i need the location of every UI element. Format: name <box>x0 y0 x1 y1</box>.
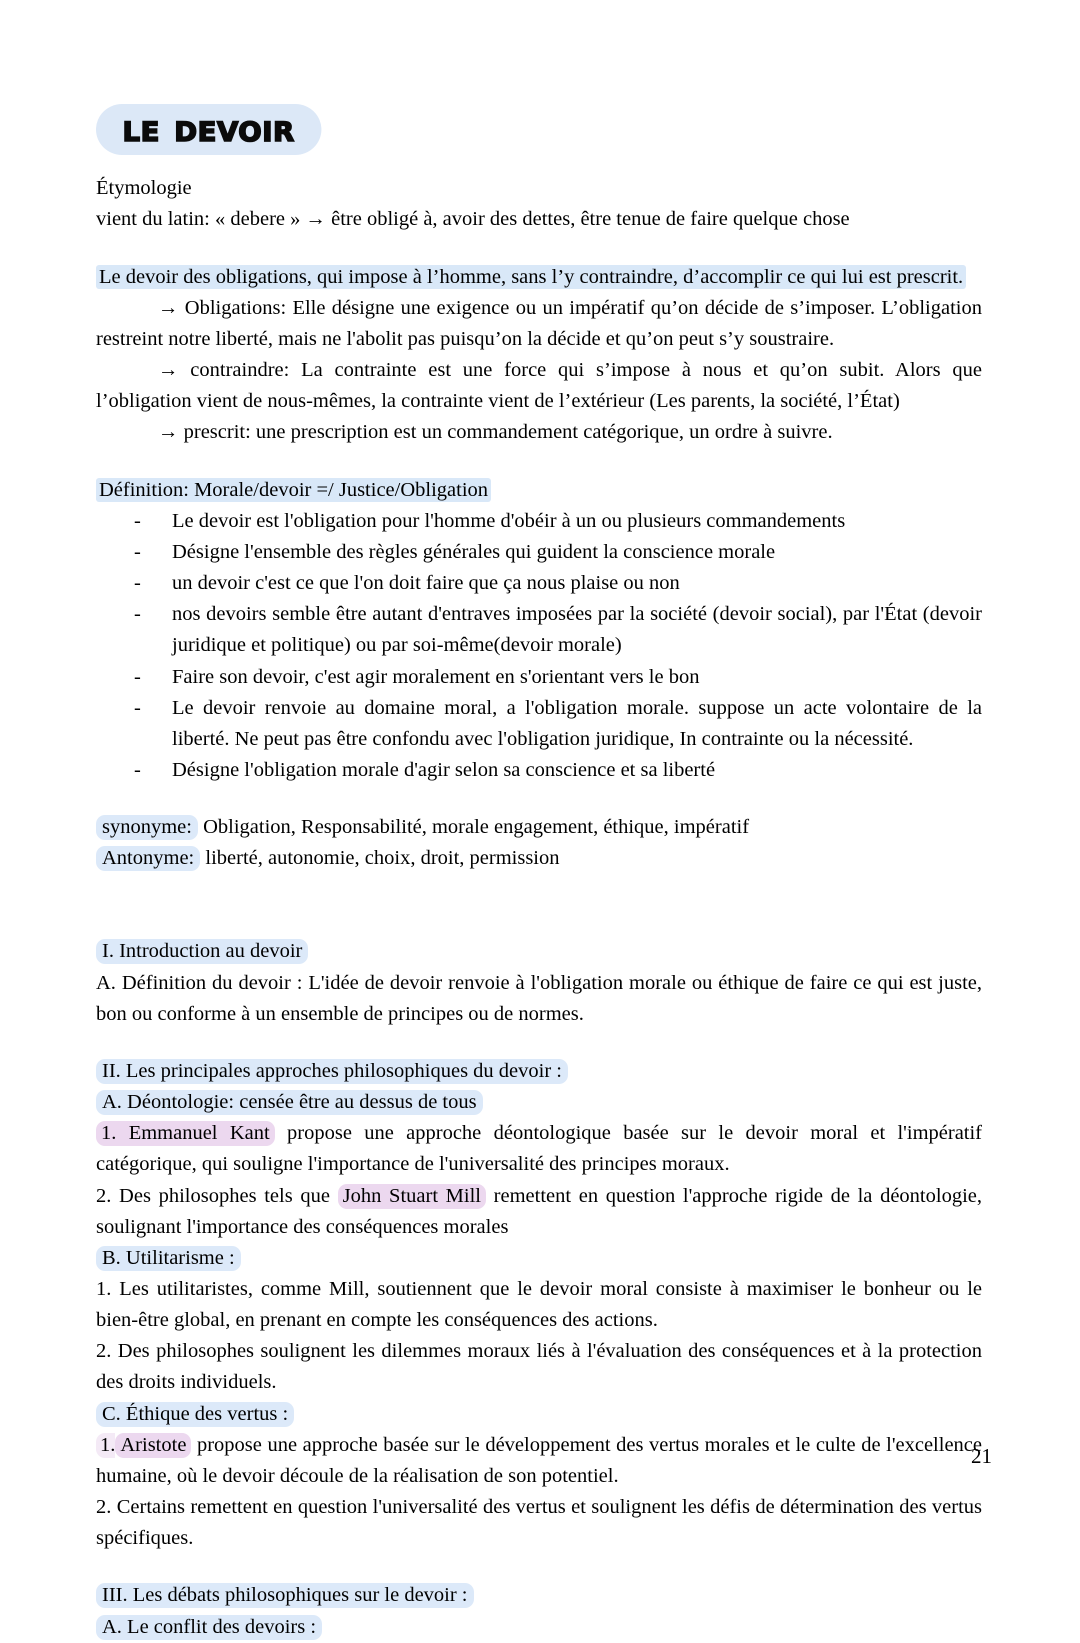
section-two-b-item1: 1. Les utilitaristes, comme Mill, soutiennent que le devoir moral consiste à maximiser le bonheur ou le bien-être global, en prenant en compte les conséquences des actions. <box>96 1278 982 1332</box>
definition-heading: Définition: Morale/devoir =/ Justice/Obligation <box>96 478 491 502</box>
section-two-sub-a-paragraph <box>96 1087 982 1118</box>
list-item <box>96 599 982 661</box>
synonym-label: synonyme: <box>96 815 198 840</box>
highlighted-statement: Le devoir des obligations, qui impose à l’homme, sans l’y contraindre, d’accomplir ce qui lui est prescrit. <box>96 265 966 289</box>
section-one-heading: I. Introduction au devoir <box>96 939 308 964</box>
page-title: le devoir <box>96 104 321 155</box>
arrow-obligations: → Obligations: Elle désigne une exigence ou un impératif qu’on décide de s’imposer. L’obligation restreint notre liberté, mais ne l'abolit pas puisqu’on la décide et qu’on peut s’y soustraire. <box>96 296 982 350</box>
synonym-line <box>96 812 982 843</box>
synonym-values: Obligation, Responsabilité, morale engagement, éthique, impératif <box>197 816 750 839</box>
list-item-text: Désigne l'obligation morale d'agir selon sa conscience et sa liberté <box>172 758 716 781</box>
etymology-line: vient du latin: « debere » → être obligé à, avoir des dettes, être tenue de faire quelque chose <box>96 208 850 231</box>
list-item <box>96 506 982 537</box>
list-item <box>96 568 982 599</box>
section-two-c-item1 <box>96 1430 982 1492</box>
section-three-sub-a-paragraph <box>96 1612 982 1643</box>
list-item <box>96 755 982 786</box>
arrow-contraindre: → contraindre: La contrainte est une force qui s’impose à nous et qu’on subit. Alors que l’obligation vient de nous-mêmes, la contrainte vient de l’extérieur (Les parents, la société, l’État) <box>96 359 982 413</box>
document-content <box>96 104 982 1643</box>
section-one-heading-paragraph <box>96 936 982 967</box>
section-three-heading: III. Les débats philosophiques sur le devoir : <box>96 1583 474 1608</box>
antonym-values: liberté, autonomie, choix, droit, permission <box>200 847 560 870</box>
list-item-text: Le devoir est l'obligation pour l'homme d'obéir à un ou plusieurs commandements <box>172 509 846 532</box>
list-item <box>96 537 982 568</box>
list-item-text: Le devoir renvoie au domaine moral, a l'obligation morale. suppose un acte volontaire de la liberté. Ne peut pas être confondu avec l'obligation juridique, In contrainte ou la nécessité. <box>172 696 982 750</box>
spacer <box>96 786 982 812</box>
section-two-sub-c-paragraph <box>96 1399 982 1430</box>
aristote-highlight: Aristote <box>115 1433 191 1458</box>
section-three-heading-paragraph <box>96 1580 982 1611</box>
antonym-line <box>96 843 982 874</box>
section-two-c-item2: 2. Certains remettent en question l'universalité des vertus et soulignent les défis de détermination des vertus spécifiques. <box>96 1496 982 1550</box>
section-two-c-item1-number: 1. <box>96 1433 115 1458</box>
page-number: 21 <box>971 1444 992 1468</box>
section-two-a-item2-rest: remettent en question l'approche rigide de la déontologie, soulignant l'importance des conséquences morales <box>96 1184 982 1238</box>
section-one-body: A. Définition du devoir : L'idée de devoir renvoie à l'obligation morale ou éthique de faire ce qui est juste, bon ou conforme à un ensemble de principes ou de normes. <box>96 971 982 1025</box>
section-two-a-item2-pre: 2. Des philosophes tels que <box>96 1184 338 1207</box>
section-two-heading-paragraph <box>96 1056 982 1087</box>
list-item-text: un devoir c'est ce que l'on doit faire que ça nous plaise ou non <box>172 572 680 595</box>
etymology-heading: Étymologie <box>96 177 192 200</box>
list-item-text: Désigne l'ensemble des règles générales qui guident la conscience morale <box>172 540 776 563</box>
section-two-sub-c-heading: C. Éthique des vertus : <box>96 1402 294 1427</box>
page-title-container <box>96 104 982 155</box>
dash-marker: - <box>134 540 141 563</box>
section-two-a-item1-rest: propose une approche déontologique basée sur le devoir moral et l'impératif catégorique, qui souligne l'importance de l'universalité des principes moraux. <box>96 1122 983 1176</box>
section-two-sub-b-paragraph <box>96 1243 982 1274</box>
dash-marker: - <box>134 758 141 781</box>
highlighted-statement-paragraph <box>96 262 982 293</box>
dash-marker: - <box>134 509 141 532</box>
section-two-heading: II. Les principales approches philosophiques du devoir : <box>96 1059 568 1084</box>
spacer <box>96 874 982 936</box>
kant-highlight: 1. Emmanuel Kant <box>96 1121 275 1146</box>
dash-marker: - <box>134 572 141 595</box>
dash-marker: - <box>134 603 141 626</box>
arrow-prescrit: → prescrit: une prescription est un commandement catégorique, un ordre à suivre. <box>158 421 833 444</box>
spacer <box>96 1030 982 1056</box>
section-two-a-item2 <box>96 1181 982 1243</box>
mill-highlight: John Stuart Mill <box>338 1184 486 1209</box>
section-three-sub-a-heading: A. Le conflit des devoirs : <box>96 1615 322 1640</box>
spacer <box>96 1554 982 1580</box>
section-two-b-item2: 2. Des philosophes soulignent les dilemmes moraux liés à l'évaluation des conséquences et à la protection des droits individuels. <box>96 1340 982 1394</box>
list-item-text: Faire son devoir, c'est agir moralement en s'orientant vers le bon <box>172 665 700 688</box>
list-item-text: nos devoirs semble être autant d'entraves imposées par la société (devoir social), par l'État (devoir juridique et politique) ou par soi-même(devoir morale) <box>172 603 982 657</box>
section-two-c-item1-rest: propose une approche basée sur le développement des vertus morales et le culte de l'excellence humaine, où le devoir découle de la réalisation de son potentiel. <box>96 1433 982 1487</box>
definition-heading-paragraph <box>96 475 982 506</box>
spacer <box>96 236 982 262</box>
section-two-sub-b-heading: B. Utilitarisme : <box>96 1246 241 1271</box>
list-item <box>96 693 982 755</box>
dash-marker: - <box>134 696 141 719</box>
section-two-sub-a-heading: A. Déontologie: censée être au dessus de tous <box>96 1090 483 1115</box>
antonym-label: Antonyme: <box>96 846 200 871</box>
definition-list <box>96 506 982 786</box>
dash-marker: - <box>134 665 141 688</box>
list-item <box>96 662 982 693</box>
spacer <box>96 449 982 475</box>
section-two-a-item1 <box>96 1118 982 1180</box>
